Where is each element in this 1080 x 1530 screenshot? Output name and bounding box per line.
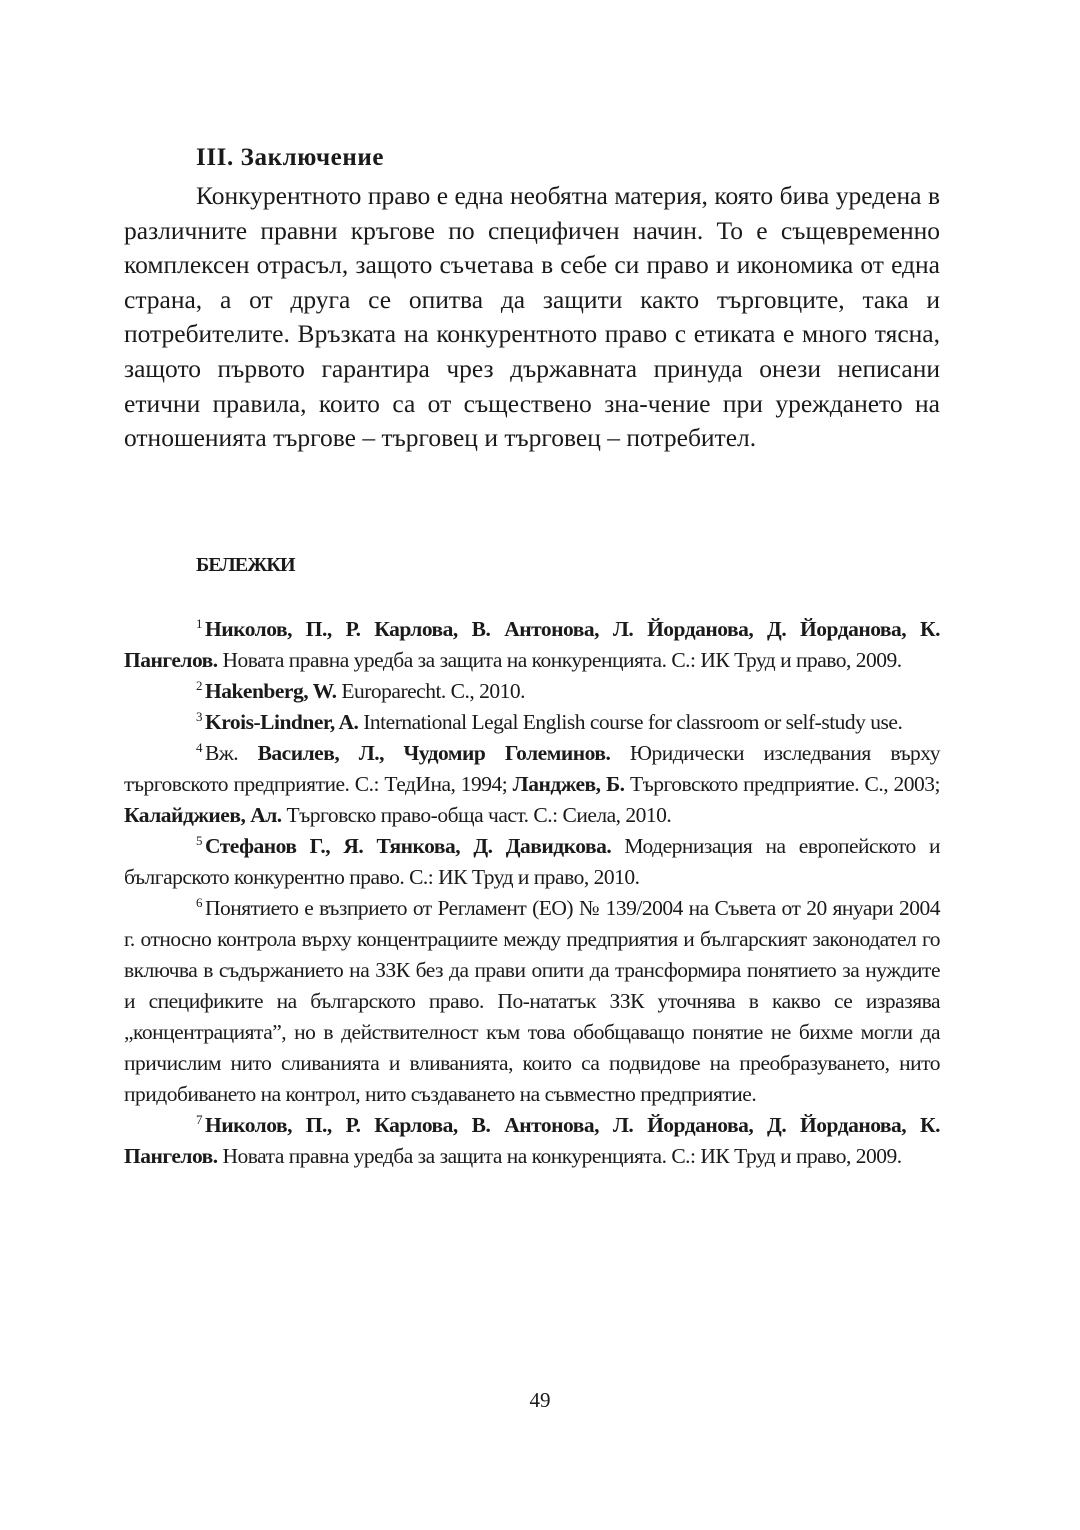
footnote-number: 6 (196, 895, 202, 910)
footnote-authors: Николов, П., Р. Карлова, В. Антонова, Л. Йорданова, Д. Йорданова, К. Пангелов. (124, 617, 940, 672)
section-heading: III. Заключение (196, 144, 385, 171)
footnote-number: 3 (196, 709, 202, 724)
footnote-text: International Legal English course for classroom or self-study use. (358, 710, 903, 734)
footnote-prefix: Вж. (205, 741, 258, 765)
footnote-7 (124, 1110, 940, 1172)
footnote-authors: Василев, Л., Чудомир Големинов. (257, 741, 611, 765)
footnote-text-2: Търговското предприятие. С., 2003; (624, 772, 940, 796)
footnote-6 (124, 893, 940, 1110)
footnote-5 (124, 831, 940, 893)
footnote-text: Юридически изследвания върху търговското предприятие. С.: ТедИна, 1994; (124, 741, 940, 796)
conclusion-paragraph: Конкурентното право е една необятна материя, която бива уредена в различните правни кръгове по специфичен начин. То е същевременно комплексен отрасъл, защото съчетава в себе си право и икономика от една страна, а от друга се опитва да защити както търговците, така и потребителите. Връзката на конкурентното право с етиката е много тясна, защото първото гарантира чрез държавната принуда онези неписани етични правила, които са от съществено зна-чение при уреждането на отношенията търгове – търговец и търговец – потребител. (124, 181, 940, 453)
page-number: 49 (529, 1388, 551, 1412)
footnote-authors-2: Ланджев, Б. (512, 772, 625, 796)
footnote-number: 7 (196, 1112, 202, 1127)
footnote-authors: Hakenberg, W. (205, 679, 337, 703)
footnote-2 (124, 676, 940, 707)
footnote-text-3: Търговско право-обща част. С.: Сиела, 2010. (281, 803, 672, 827)
footnote-3 (124, 707, 940, 738)
footnote-number: 2 (196, 678, 202, 693)
footnote-authors: Николов, П., Р. Карлова, В. Антонова, Л. Йорданова, Д. Йорданова, К. Пангелов. (124, 1113, 940, 1168)
footnote-text: Новата правна уредба за защита на конкуренцията. С.: ИК Труд и право, 2009. (217, 1144, 902, 1168)
footnote-text: Новата правна уредба за защита на конкуренцията. С.: ИК Труд и право, 2009. (217, 648, 902, 672)
footnote-text: Europarecht. С., 2010. (336, 679, 526, 703)
footnote-number: 5 (196, 833, 202, 848)
footnotes-list (124, 614, 940, 1172)
footnote-number: 1 (196, 616, 202, 631)
footnote-text: Понятието е възприето от Регламент (ЕО) № 139/2004 на Съвета от 20 януари 2004 г. относно контрола върху концентрациите между предприятия и българският законодател го включва в съдържанието на ЗЗК без да прави опити да трансформира понятието за нуждите и спецификите на българското право. По-нататък ЗЗК уточнява в какво се изразява „концентрацията”, но в действителност към това обобщаващо понятие не бихме могли да причислим нито сливанията и вливанията, които са подвидове на преобразуването, нито придобиването на контрол, нито създаването на съвместно предприятие. (124, 896, 940, 1106)
footnote-text: Модернизация на европейското и българското конкурентно право. С.: ИК Труд и право, 2010. (124, 834, 941, 889)
footnote-authors: Krois-Lindner, A. (205, 710, 359, 734)
footnote-authors-3: Калайджиев, Ал. (124, 803, 282, 827)
footnote-authors: Стефанов Г., Я. Тянкова, Д. Давидкова. (205, 834, 612, 858)
footnote-1 (124, 614, 940, 676)
footnote-number: 4 (196, 740, 202, 755)
notes-heading: БЕЛЕЖКИ (196, 554, 295, 576)
footnote-4 (124, 738, 940, 831)
